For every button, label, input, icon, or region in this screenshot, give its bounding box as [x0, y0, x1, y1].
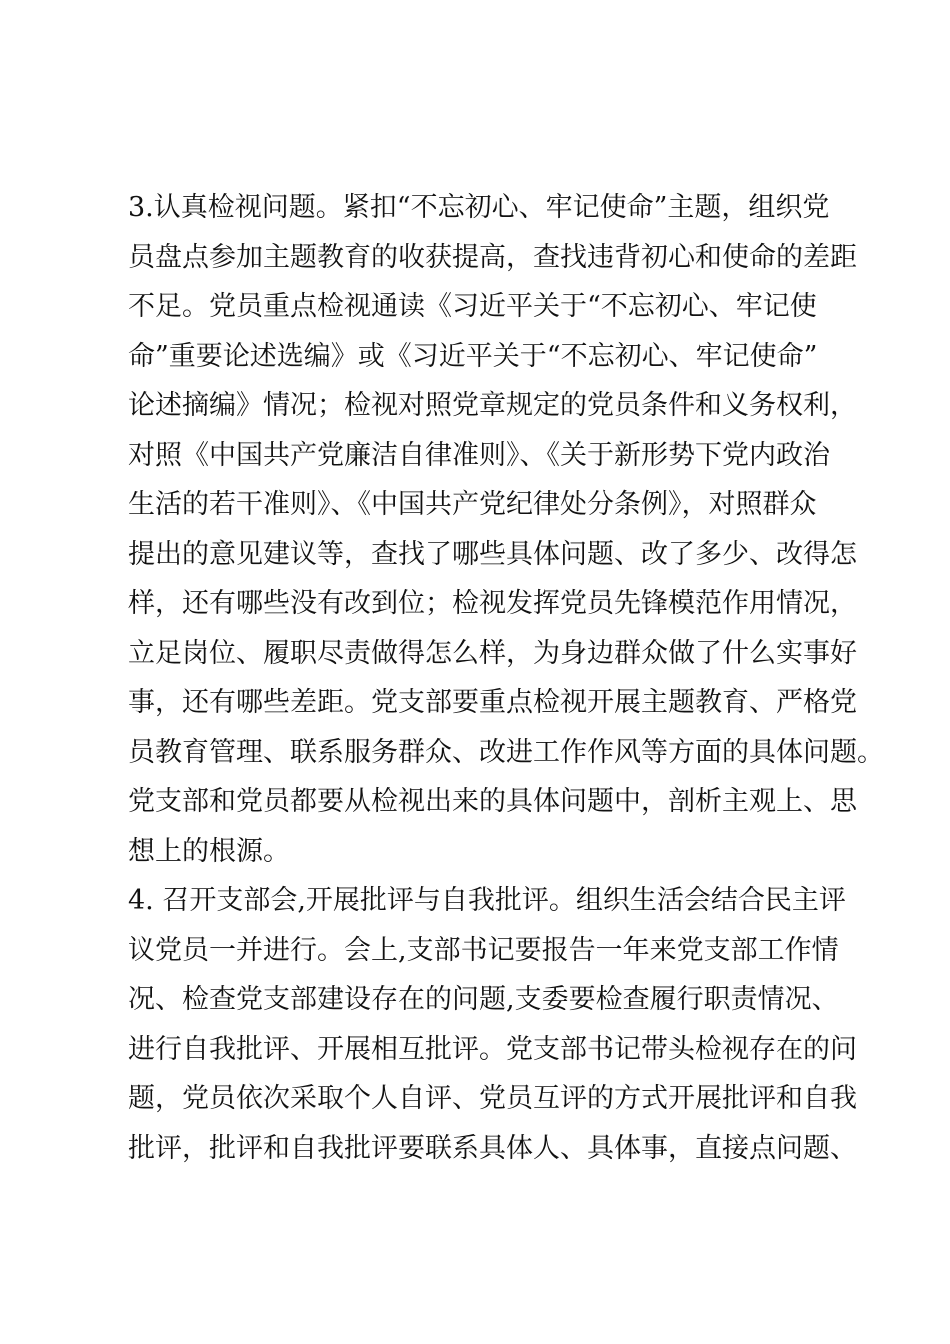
text-line: 样，还有哪些没有改到位；检视发挥党员先锋模范作用情况， — [128, 588, 857, 619]
text-line: 生活的若干准则》、《中国共产党纪律处分条例》，对照群众 — [128, 489, 817, 520]
text-line: 立足岗位、履职尽责做得怎么样，为身边群众做了什么实事好 — [128, 637, 857, 669]
text-line: 员盘点参加主题教育的收获提高，查找违背初心和使命的差距 — [128, 241, 857, 273]
text-line: 3.认真检视问题。紧扣“不忘初心、牢记使命”主题，组织党 — [128, 192, 830, 223]
text-line: 事，还有哪些差距。党支部要重点检视开展主题教育、严格党 — [128, 687, 857, 718]
text-line: 党支部和党员都要从检视出来的具体问题中，剖析主观上、思 — [128, 786, 857, 817]
text-line: 员教育管理、联系服务群众、改进工作作风等方面的具体问题。 — [128, 736, 884, 768]
text-line: 对照《中国共产党廉洁自律准则》、《关于新形势下党内政治 — [128, 439, 830, 471]
text-line: 进行自我批评、开展相互批评。党支部书记带头检视存在的问 — [128, 1033, 857, 1065]
text-line: 论述摘编》情况；检视对照党章规定的党员条件和义务权利， — [128, 390, 857, 421]
text-line: 想上的根源。 — [128, 835, 290, 867]
text-line: 批评，批评和自我批评要联系具体人、具体事，直接点问题、 — [128, 1132, 857, 1164]
text-line: 提出的意见建议等，查找了哪些具体问题、改了多少、改得怎 — [128, 538, 857, 570]
document-body — [128, 183, 884, 1173]
text-line: 4. 召开支部会,开展批评与自我批评。组织生活会结合民主评 — [128, 885, 846, 916]
text-line: 况、检查党支部建设存在的问题,支委要检查履行职责情况、 — [128, 984, 839, 1015]
text-line: 议党员一并进行。会上,支部书记要报告一年来党支部工作情 — [128, 934, 839, 966]
text-line: 命”重要论述选编》或《习近平关于“不忘初心、牢记使命” — [128, 340, 818, 372]
text-line: 不足。党员重点检视通读《习近平关于“不忘初心、牢记使 — [128, 291, 817, 322]
text-line: 题，党员依次采取个人自评、党员互评的方式开展批评和自我 — [128, 1083, 857, 1114]
